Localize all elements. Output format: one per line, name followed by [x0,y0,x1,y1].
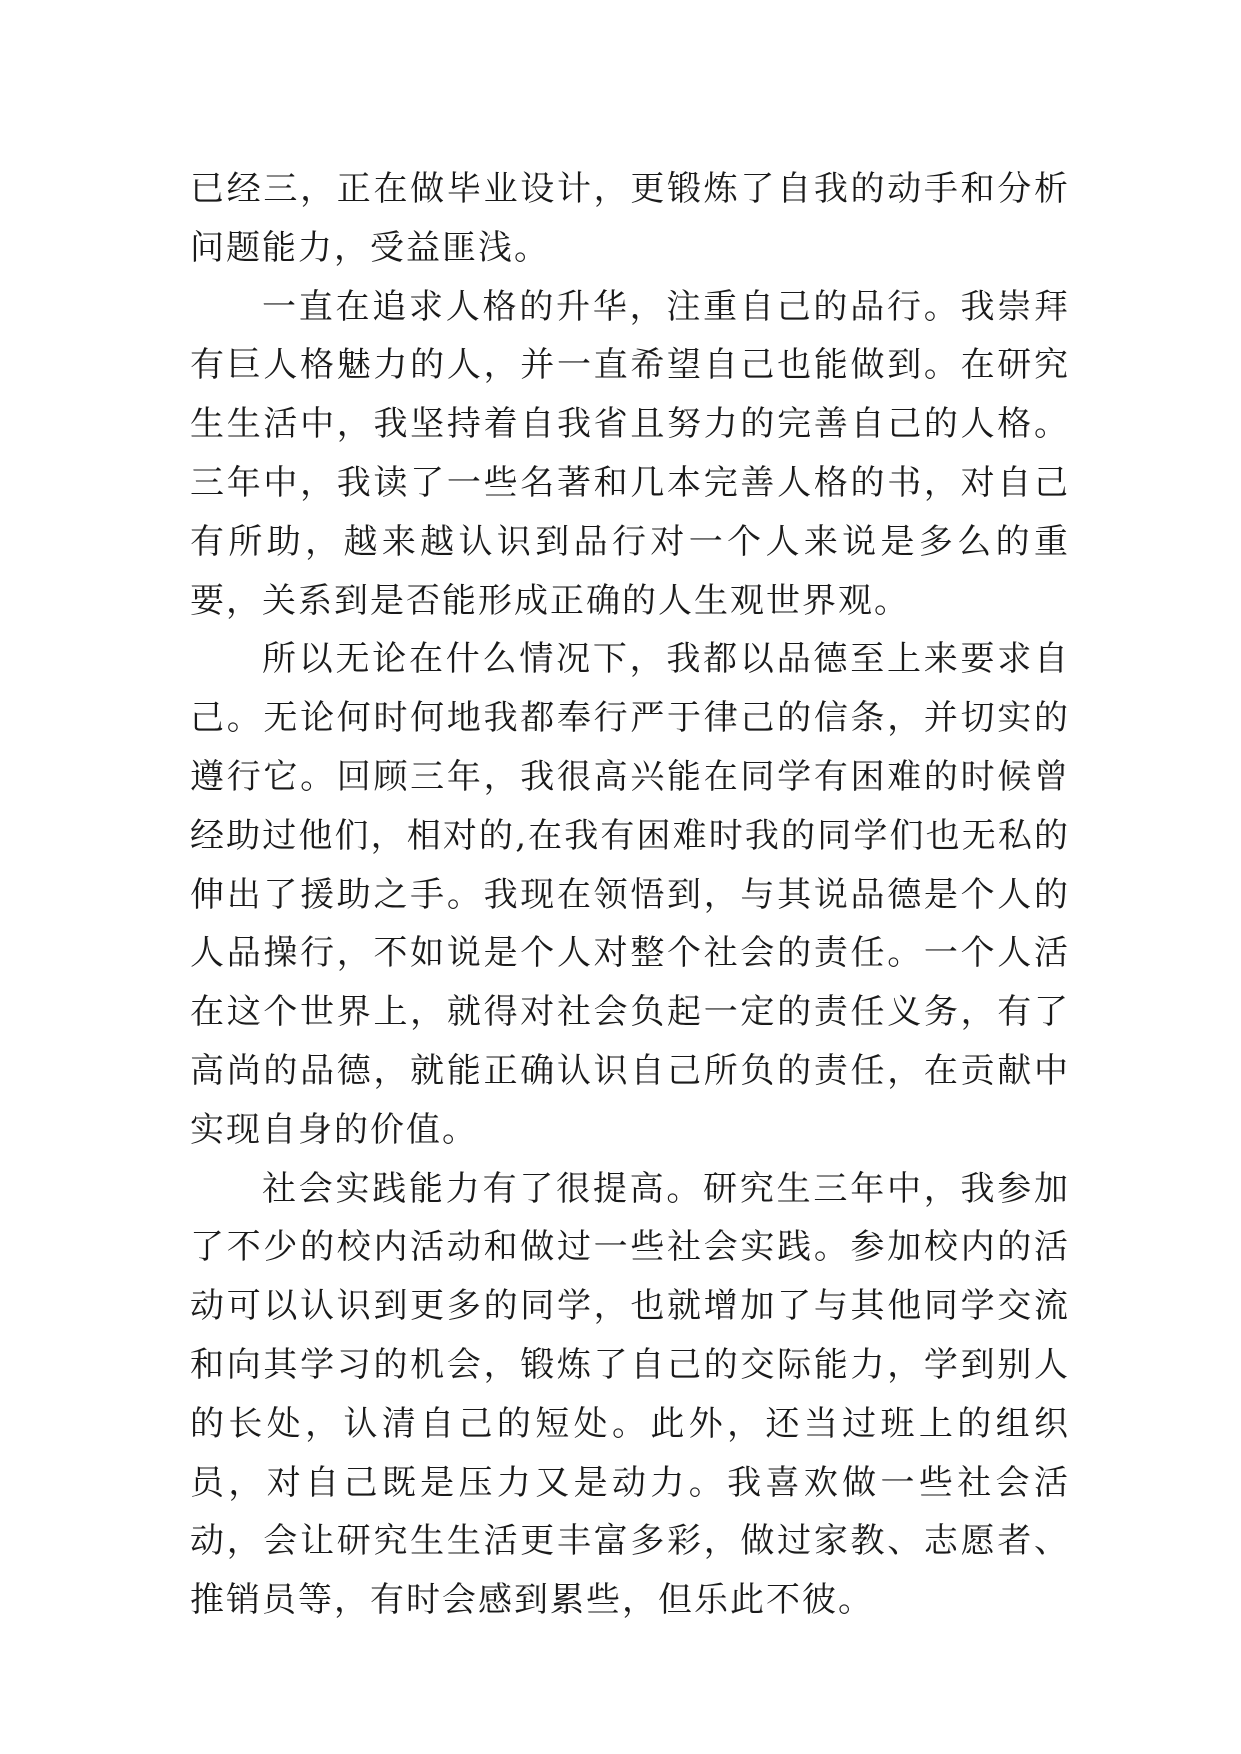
paragraph-2: 一直在追求人格的升华，注重自己的品行。我崇拜有巨人格魅力的人，并一直希望自己也能做到。在研究生生活中，我坚持着自我省且努力的完善自己的人格。三年中，我读了一些名著和几本完善人格的书，对自己有所助，越来越认识到品行对一个人来说是多么的重要，关系到是否能形成正确的人生观世界观。 [190,286,1070,621]
paragraph-4: 社会实践能力有了很提高。研究生三年中，我参加了不少的校内活动和做过一些社会实践。参加校内的活动可以认识到更多的同学，也就增加了与其他同学交流和向其学习的机会，锻炼了自己的交际能力，学到别人的长处，认清自己的短处。此外，还当过班上的组织员，对自己既是压力又是动力。我喜欢做一些社会活动，会让研究生生活更丰富多彩，做过家教、志愿者、推销员等，有时会感到累些，但乐此不彼。 [190,1168,1070,1621]
paragraph-3: 所以无论在什么情况下，我都以品德至上来要求自己。无论何时何地我都奉行严于律己的信条，并切实的遵行它。回顾三年，我很高兴能在同学有困难的时候曾经助过他们，相对的,在我有困难时我的同学们也无私的伸出了援助之手。我现在领悟到，与其说品德是个人的人品操行，不如说是个人对整个社会的责任。一个人活在这个世界上，就得对社会负起一定的责任义务，有了高尚的品德，就能正确认识自己所负的责任，在贡献中实现自身的价值。 [190,639,1070,1150]
document-body [190,160,1070,1630]
paragraph-1: 已经三，正在做毕业设计，更锻炼了自我的动手和分析问题能力，受益匪浅。 [190,169,1070,268]
